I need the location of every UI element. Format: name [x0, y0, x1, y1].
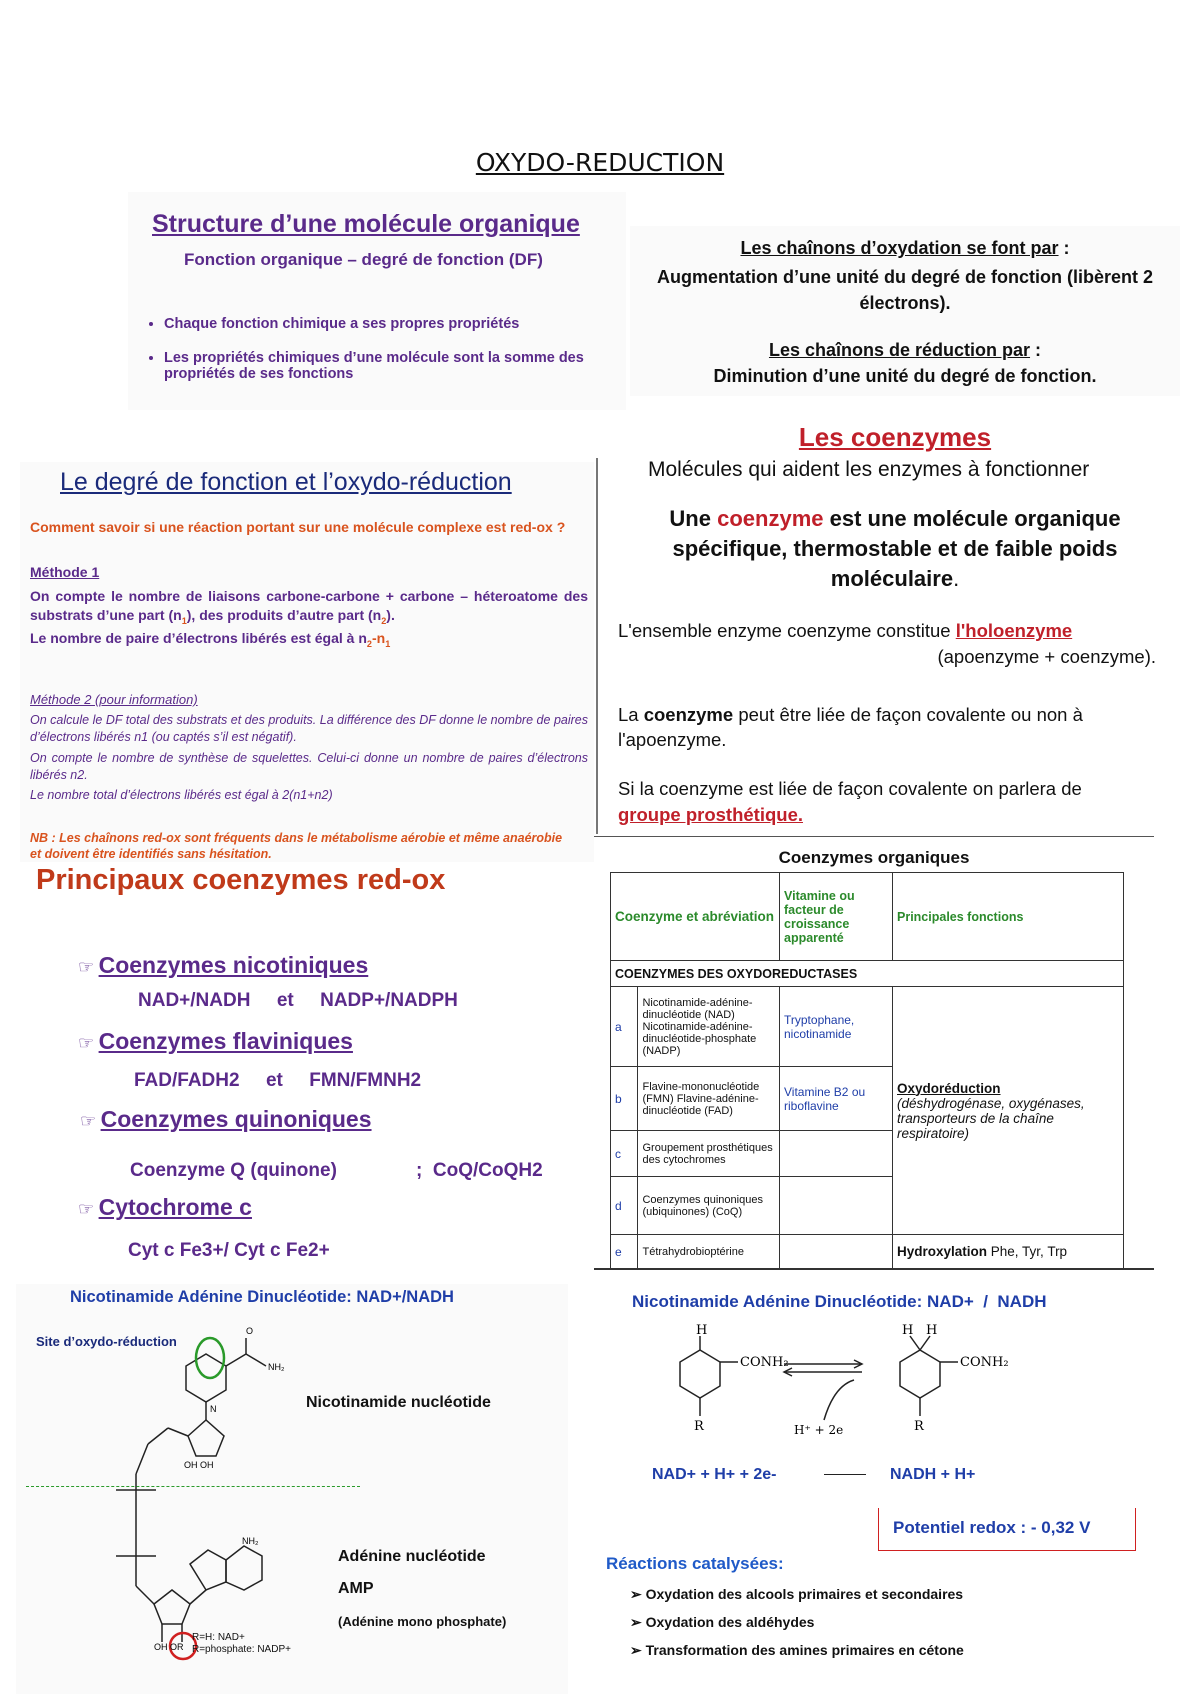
nicotinamide-label: Nicotinamide nucléotide [306, 1394, 491, 1411]
svg-text:CONH₂: CONH₂ [960, 1355, 1009, 1370]
prosthetic-group: groupe prosthétique. [618, 804, 803, 825]
structure-panel [128, 192, 626, 410]
reactions-title: Réactions catalysées: [606, 1554, 784, 1573]
covalent-text: Si la coenzyme est liée de façon covalente on parlera de [618, 778, 1082, 799]
svg-text:NH₂: NH₂ [242, 1536, 259, 1546]
list-item: ➢ Transformation des amines primaires en cétone [630, 1642, 964, 1658]
table-row: b Flavine-mononucléotide (FMN) Flavine-adénine-dinucléotide (FAD) Vitamine B2 ou riboflavine [611, 1067, 1124, 1131]
amp-description: (Adénine mono phosphate) [338, 1614, 507, 1629]
degre-panel [20, 462, 594, 862]
group-title: Cytochrome c [98, 1194, 252, 1220]
table-row: a Nicotinamide-adénine-dinucléotide (NAD) Nicotinamide-adénine-dinucléotide-phosphate (NADP) Tryptophane, nicotinamide Oxydoréduction (déshydrogénase, oxygénases, transporteurs de la chaîne respiratoire) [611, 987, 1124, 1067]
method2-p1: On calcule le DF total des substrats et des produits. La différence des DF donne le nombre de paires d’électrons libérés n1 (ou captés s’il est négatif). [30, 713, 588, 744]
coenzymes-intro: Molécules qui aident les enzymes à fonctionner [648, 458, 1090, 481]
potentiel-text: Potentiel redox : - 0,32 V [893, 1518, 1091, 1537]
structure-subheading: Fonction organique – degré de fonction (DF) [184, 250, 543, 269]
principaux-heading: Principaux coenzymes red-ox [36, 864, 446, 896]
adenine-label: Adénine nucléotide [338, 1548, 486, 1565]
group-title: Coenzymes nicotiniques [98, 952, 369, 978]
method1-result: Le nombre de paire d’électrons libérés est égal à $n_2-n_1$ [30, 630, 391, 649]
group-flaviniques [78, 1028, 353, 1055]
nad-right-heading: Nicotinamide Adénine Dinucléotide: NAD+ / NADH [632, 1292, 1047, 1311]
coenzymes-heading: Les coenzymes [798, 422, 992, 452]
group-title: Coenzymes flaviniques [98, 1028, 353, 1054]
horizontal-divider [594, 836, 1154, 837]
arrow-icon: ➢ [630, 1614, 646, 1630]
svg-text:NH₂: NH₂ [268, 1362, 285, 1372]
degre-question: Comment savoir si une réaction portant sur une molécule complexe est red-ox ? [30, 519, 566, 535]
method2-p3: Le nombre total d’électrons libérés est égal à 2(n1+n2) [30, 788, 333, 802]
coenzymes-table-block [594, 846, 1154, 1266]
reactions-list [630, 1586, 964, 1670]
pointer-icon: ☞ [78, 1033, 95, 1053]
svg-text:R: R [914, 1419, 924, 1434]
equation-left: NAD+ + H+ + 2e- [652, 1466, 777, 1483]
method1-title: Méthode 1 [30, 564, 100, 580]
svg-text:H: H [696, 1324, 708, 1338]
nad-reaction-drawing [654, 1324, 1074, 1444]
table-header: Vitamine ou facteur de croissance apparenté [780, 873, 893, 961]
nad-left-heading: Nicotinamide Adénine Dinucléotide: NAD+/NADH [70, 1288, 454, 1306]
r-legend-nad: R=H: NAD+ [192, 1632, 245, 1643]
group-cytochrome [78, 1194, 252, 1221]
holoenzyme-paren: (apoenzyme + coenzyme). [937, 646, 1156, 667]
ox-text: Augmentation d’une unité du degré de fonction (libèrent 2 électrons). [656, 267, 1153, 313]
svg-text:OH OR: OH OR [154, 1642, 184, 1652]
table-row: d Coenzymes quinoniques (ubiquinones) (CoQ) [611, 1177, 1124, 1235]
table-row: e Tétrahydrobioptérine Hydroxylation Phe, Tyr, Trp [611, 1235, 1124, 1269]
degre-heading: Le degré de fonction et l’oxydo-réduction [60, 468, 512, 496]
group-body: Cyt c Fe3+/ Cyt c Fe2+ [128, 1240, 330, 1261]
principaux-section [30, 862, 590, 1282]
ox-colon: : [1058, 238, 1070, 258]
equation-arrow [824, 1474, 866, 1475]
svg-text:H: H [902, 1324, 914, 1338]
function-cell: Oxydoréduction (déshydrogénase, oxygénases, transporteurs de la chaîne respiratoire) [893, 987, 1124, 1235]
list-item: • Chaque fonction chimique a ses propres propriétés [164, 316, 634, 332]
svg-text:H: H [926, 1324, 938, 1338]
arrow-icon: ➢ [630, 1642, 646, 1658]
coenzymes-definition: Une coenzyme est une molécule organique spécifique, thermostable et de faible poids moléculaire. [669, 506, 1121, 591]
liaison-text: La coenzyme peut être liée de façon covalente ou non à l'apoenzyme. [618, 704, 1083, 750]
pointer-icon: ☞ [78, 957, 95, 977]
nad-molecule-drawing [76, 1324, 376, 1684]
group-quinoniques [80, 1106, 372, 1133]
group-body: Coenzyme Q (quinone) [130, 1160, 337, 1181]
potentiel-box [878, 1508, 1136, 1551]
table-header: Principales fonctions [893, 873, 1124, 961]
group-body: ; CoQ/CoQH2 [416, 1160, 543, 1181]
arrow-icon: ➢ [630, 1586, 646, 1602]
horizontal-divider [594, 1268, 1154, 1270]
list-item: ➢ Oxydation des aldéhydes [630, 1614, 815, 1630]
svg-text:H⁺ + 2e: H⁺ + 2e [794, 1423, 844, 1437]
group-nicotiniques [78, 952, 368, 979]
group-body: FAD/FADH2 et FMN/FMNH2 [134, 1070, 422, 1091]
coenzymes-panel [600, 418, 1190, 828]
table-row: c Groupement prosthétiques des cytochromes [611, 1131, 1124, 1177]
svg-text:OH OH: OH OH [184, 1460, 214, 1470]
redox-site-label: Site d’oxydo-réduction [36, 1334, 177, 1349]
group-title: Coenzymes quinoniques [100, 1106, 372, 1132]
svg-text:O: O [246, 1326, 254, 1336]
nb-note: NB : Les chaînons red-ox sont fréquents dans le métabolisme aérobie et même anaérobie et doivent être identifiés sans hésitation. [30, 831, 563, 861]
amp-label: AMP [338, 1580, 374, 1597]
page-title: OXYDO-REDUCTION [475, 148, 725, 177]
ox-title: Les chaînons d’oxydation se font par [740, 238, 1059, 258]
structure-bullets [142, 316, 634, 400]
method2-title: Méthode 2 (pour information) [30, 692, 198, 707]
svg-text:N: N [210, 1404, 217, 1414]
group-body: NAD+/NADH et NADP+/NADPH [138, 990, 458, 1011]
separator-dotted [26, 1486, 360, 1487]
red-title: Les chaînons de réduction par [768, 340, 1031, 360]
red-text: Diminution d’une unité du degré de fonction. [713, 366, 1097, 386]
method2-p2: On compte le nombre de synthèse de squelettes. Celui-ci donne un nombre de paires d’électrons libérés n2. [30, 751, 588, 782]
table-section: COENZYMES DES OXYDOREDUCTASES [611, 961, 1124, 987]
method1-text: On compte le nombre de liaisons carbone-carbone + carbone – héteroatome des substrats d’une part $(n_1)$, des produits d’autre part $(n_2)$. [30, 588, 588, 626]
structure-heading: Structure d’une molécule organique [152, 210, 580, 238]
list-item: • Les propriétés chimiques d’une molécule sont la somme des propriétés de ses fonctions [164, 350, 634, 382]
red-colon: : [1030, 340, 1042, 360]
table-caption: Coenzymes organiques [778, 848, 970, 867]
pointer-icon: ☞ [78, 1199, 95, 1219]
chainons-panel [630, 226, 1180, 396]
vertical-divider [596, 458, 598, 834]
equation-right: NADH + H+ [890, 1466, 976, 1483]
holoenzyme-text: L'ensemble enzyme coenzyme constitue l'holoenzyme [618, 620, 1073, 641]
nad-reaction-panel [594, 1284, 1184, 1694]
table-header: Coenzyme et abréviation [611, 873, 780, 961]
r-legend-nadp: R=phosphate: NADP+ [192, 1644, 291, 1655]
nad-structure-panel [16, 1284, 568, 1694]
conh2-label: CONH₂ [740, 1355, 789, 1370]
pointer-icon: ☞ [80, 1111, 97, 1131]
svg-text:R: R [694, 1419, 704, 1434]
list-item: ➢ Oxydation des alcools primaires et secondaires [630, 1586, 964, 1602]
coenzymes-table [610, 872, 1124, 1269]
